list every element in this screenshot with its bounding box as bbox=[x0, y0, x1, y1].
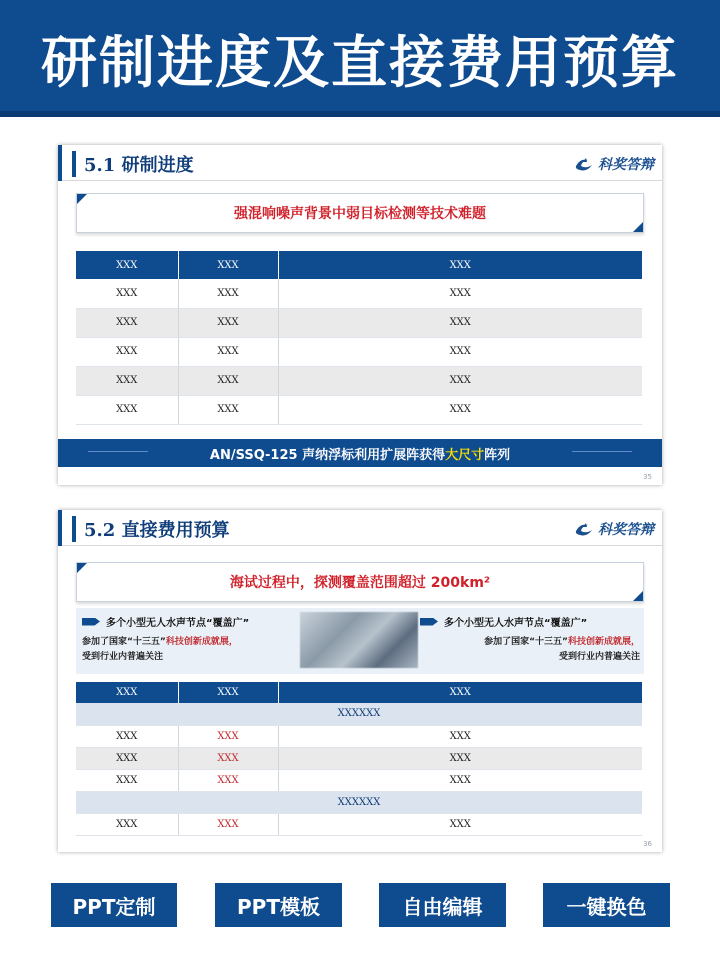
table-cell: XXX bbox=[178, 813, 278, 835]
feature-left bbox=[82, 614, 302, 665]
table-cell: XXX bbox=[278, 747, 642, 769]
feature-right bbox=[420, 614, 640, 665]
column-header: XXX bbox=[278, 251, 642, 279]
table-cell: XXX bbox=[76, 769, 178, 791]
wave-line-right bbox=[572, 451, 632, 452]
top-banner bbox=[0, 0, 720, 117]
logo bbox=[574, 154, 654, 174]
table-cell: XXX bbox=[76, 279, 178, 308]
table-cell: XXX bbox=[76, 813, 178, 835]
table-cell: XXX bbox=[76, 747, 178, 769]
logo-swirl-icon bbox=[574, 521, 594, 537]
table-group-row bbox=[76, 791, 642, 813]
table-cell: XXX bbox=[278, 308, 642, 337]
table-cell: XXX bbox=[278, 725, 642, 747]
column-header: XXX bbox=[76, 251, 178, 279]
band-text: AN/SSQ-125 声纳浮标利用扩展阵获得 bbox=[209, 447, 446, 463]
table-group-row bbox=[76, 703, 642, 725]
table-cell: XXX bbox=[178, 279, 278, 308]
band-highlight: 大尺寸 bbox=[445, 447, 485, 463]
table-row bbox=[76, 308, 642, 337]
feature-highlight: 科技创新成就展， bbox=[165, 637, 238, 647]
ppt-custom-button[interactable]: PPT定制 bbox=[51, 883, 177, 927]
feature-highlight: 科技创新成就展， bbox=[567, 637, 640, 647]
feature-heading bbox=[420, 614, 640, 629]
recolor-button[interactable]: 一键换色 bbox=[543, 883, 670, 927]
table-cell: XXX bbox=[178, 725, 278, 747]
arrow-icon bbox=[420, 618, 438, 626]
header-accent-bar bbox=[72, 516, 76, 542]
logo bbox=[574, 519, 654, 539]
table-row bbox=[76, 813, 642, 835]
table-cell: XXX bbox=[76, 725, 178, 747]
logo-swirl-icon bbox=[574, 156, 594, 172]
column-header: XXX bbox=[278, 682, 642, 703]
header-accent bbox=[58, 510, 62, 546]
column-header: XXX bbox=[178, 682, 278, 703]
page-number: 36 bbox=[643, 840, 652, 848]
slide-header bbox=[58, 510, 662, 546]
progress-table bbox=[76, 251, 642, 425]
group-label: XXXXXX bbox=[76, 791, 642, 813]
table-row bbox=[76, 366, 642, 395]
free-edit-button[interactable]: 自由编辑 bbox=[379, 883, 506, 927]
slide-preview-1[interactable] bbox=[58, 145, 662, 485]
logo-text: 科奖答辩 bbox=[598, 522, 654, 538]
feature-heading bbox=[82, 614, 302, 629]
subtitle-box: 海试过程中，探测覆盖范围超过 200km² bbox=[76, 562, 644, 602]
feature-text: 受到行业内普遍关注 bbox=[558, 652, 640, 662]
table-header-row bbox=[76, 682, 642, 703]
feature-row bbox=[76, 608, 644, 674]
band-text-end: 阵列 bbox=[484, 447, 511, 463]
table-cell: XXX bbox=[278, 279, 642, 308]
table-cell: XXX bbox=[76, 366, 178, 395]
feature-heading-text: 多个小型无人水声节点“覆盖广” bbox=[444, 618, 588, 629]
table-cell: XXX bbox=[178, 747, 278, 769]
ppt-template-button[interactable]: PPT模板 bbox=[215, 883, 342, 927]
table-cell: XXX bbox=[76, 308, 178, 337]
table-cell: XXX bbox=[178, 308, 278, 337]
table-row bbox=[76, 395, 642, 424]
feature-description bbox=[82, 635, 302, 665]
budget-table bbox=[76, 682, 642, 836]
arrow-icon bbox=[82, 618, 100, 626]
feature-text: 参加了国家“十三五” bbox=[82, 637, 166, 647]
table-cell: XXX bbox=[178, 769, 278, 791]
page-title: 研制进度及直接费用预算 bbox=[41, 30, 679, 96]
table-cell: XXX bbox=[278, 769, 642, 791]
table-row bbox=[76, 769, 642, 791]
feature-text: 参加了国家“十三五” bbox=[484, 637, 568, 647]
feature-heading-text: 多个小型无人水声节点“覆盖广” bbox=[106, 618, 250, 629]
table-row bbox=[76, 279, 642, 308]
table-row bbox=[76, 725, 642, 747]
table-cell: XXX bbox=[178, 395, 278, 424]
table-row bbox=[76, 747, 642, 769]
table-cell: XXX bbox=[76, 395, 178, 424]
header-accent-bar bbox=[72, 151, 76, 177]
table-cell: XXX bbox=[278, 395, 642, 424]
column-header: XXX bbox=[76, 682, 178, 703]
column-header: XXX bbox=[178, 251, 278, 279]
feature-description bbox=[420, 635, 640, 665]
table-cell: XXX bbox=[278, 366, 642, 395]
table-cell: XXX bbox=[278, 337, 642, 366]
table-row bbox=[76, 337, 642, 366]
header-accent bbox=[58, 145, 62, 181]
caption-band bbox=[58, 439, 662, 467]
section-title: 5.1 研制进度 bbox=[84, 155, 194, 176]
section-title: 5.2 直接费用预算 bbox=[84, 520, 230, 541]
feature-text: 受到行业内普遍关注 bbox=[82, 652, 164, 662]
banner-underline bbox=[0, 111, 720, 117]
subtitle-box: 强混响噪声背景中弱目标检测等技术难题 bbox=[76, 193, 644, 233]
page-number: 35 bbox=[643, 473, 652, 481]
table-cell: XXX bbox=[278, 813, 642, 835]
blurred-photo bbox=[300, 612, 418, 668]
table-cell: XXX bbox=[76, 337, 178, 366]
table-header-row bbox=[76, 251, 642, 279]
wave-line-left bbox=[88, 451, 148, 452]
slide-preview-2[interactable] bbox=[58, 510, 662, 852]
group-label: XXXXXX bbox=[76, 703, 642, 725]
table-cell: XXX bbox=[178, 337, 278, 366]
slide-header bbox=[58, 145, 662, 181]
logo-text: 科奖答辩 bbox=[598, 157, 654, 173]
table-cell: XXX bbox=[178, 366, 278, 395]
